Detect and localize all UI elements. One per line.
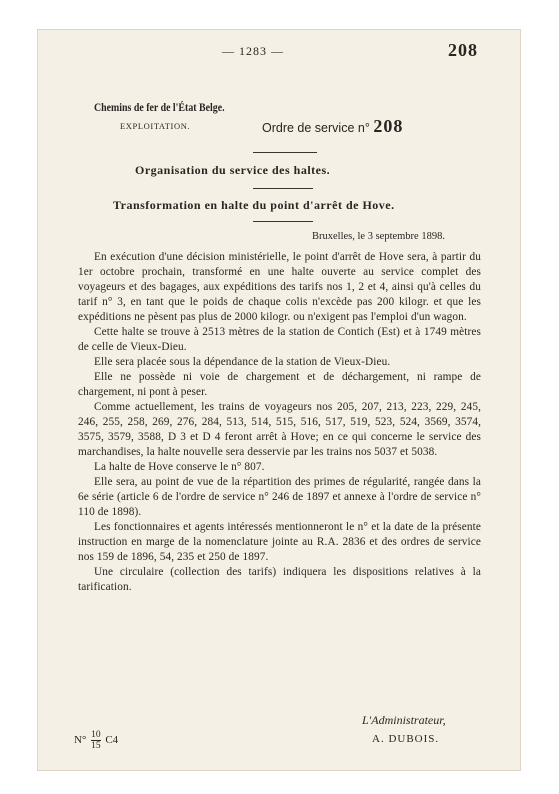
paragraph: Elle ne possède ni voie de chargement et de déchargement, ni rampe de chargement, ni pont à peser. xyxy=(78,371,481,398)
divider-rule xyxy=(253,221,313,222)
stamp-suffix: C4 xyxy=(105,734,119,747)
order-heading xyxy=(262,116,403,137)
paragraph: Elle sera, au point de vue de la répartition des primes de régularité, rangée dans la 6e série (article 6 de l'ordre de service n° 246 de 1897 et annexe à l'ordre de service n° 110 de 1898). xyxy=(78,476,481,518)
stamp-denominator: 15 xyxy=(91,741,101,751)
order-number-corner: 208 xyxy=(448,40,478,60)
stamp-prefix: N° xyxy=(74,734,87,747)
divider-rule xyxy=(253,188,313,189)
dateline: Bruxelles, le 3 septembre 1898. xyxy=(312,231,445,242)
reference-stamp xyxy=(74,730,118,751)
paragraph: Elle sera placée sous la dépendance de la station de Vieux-Dieu. xyxy=(94,356,391,368)
signature-name: A. DUBOIS. xyxy=(372,733,440,745)
main-title: Organisation du service des haltes. xyxy=(135,163,331,177)
paragraph: La halte de Hove conserve le n° 807. xyxy=(94,461,265,473)
sub-title: Transformation en halte du point d'arrêt de Hove. xyxy=(113,198,395,212)
divider-rule xyxy=(253,152,317,153)
signature-title: L'Administrateur, xyxy=(362,713,446,727)
stamp-numerator: 10 xyxy=(91,730,101,740)
paragraph: Comme actuellement, les trains de voyageurs nos 205, 207, 213, 223, 229, 245, 246, 255, 258, 269, 276, 284, 513, 514, 515, 516, 517, 519, 523, 524, 3569, 3574, 3575, 3579, 3588, D 3 et D 4 feront arrêt à Hove; en ce qui concerne le service des marchandises, la halte nouvelle sera desservie par les trains nos 5037 et 5038. xyxy=(78,401,481,458)
paragraph: Cette halte se trouve à 2513 mètres de la station de Contich (Est) et à 1749 mètres de celle de Vieux-Dieu. xyxy=(78,326,481,353)
railway-name: Chemins de fer de l'État Belge. xyxy=(94,102,225,114)
document-body xyxy=(78,250,481,595)
department-label: EXPLOITATION. xyxy=(120,121,191,131)
order-label: Ordre de service n° xyxy=(262,121,370,135)
paragraph: Une circulaire (collection des tarifs) indiquera les dispositions relatives à la tarification. xyxy=(78,566,481,593)
paragraph: Les fonctionnaires et agents intéressés mentionneront le n° et la date de la présente instruction en marge de la nomenclature jointe au R.A. 2836 et des ordres de service nos 159 de 1896, 54, 235 et 250 de 1897. xyxy=(78,521,481,563)
page-number: — 1283 — xyxy=(222,44,284,58)
order-number: 208 xyxy=(373,116,404,136)
paragraph: En exécution d'une décision ministérielle, le point d'arrêt de Hove sera, à partir du 1er octobre prochain, transformé en une halte ouverte au service complet des voyageurs et des bagages, aux expéditions des tarifs nos 1, 2 et 4, ainsi qu'à celles du tarif n° 3, en tant que le poids de chaque colis n'excède pas 200 kilogr. et que les expéditions ne pèsent pas plus de 2000 kilogr. ou n'exigent pas l'emploi d'un wagon. xyxy=(78,251,481,323)
stamp-fraction xyxy=(91,730,101,751)
